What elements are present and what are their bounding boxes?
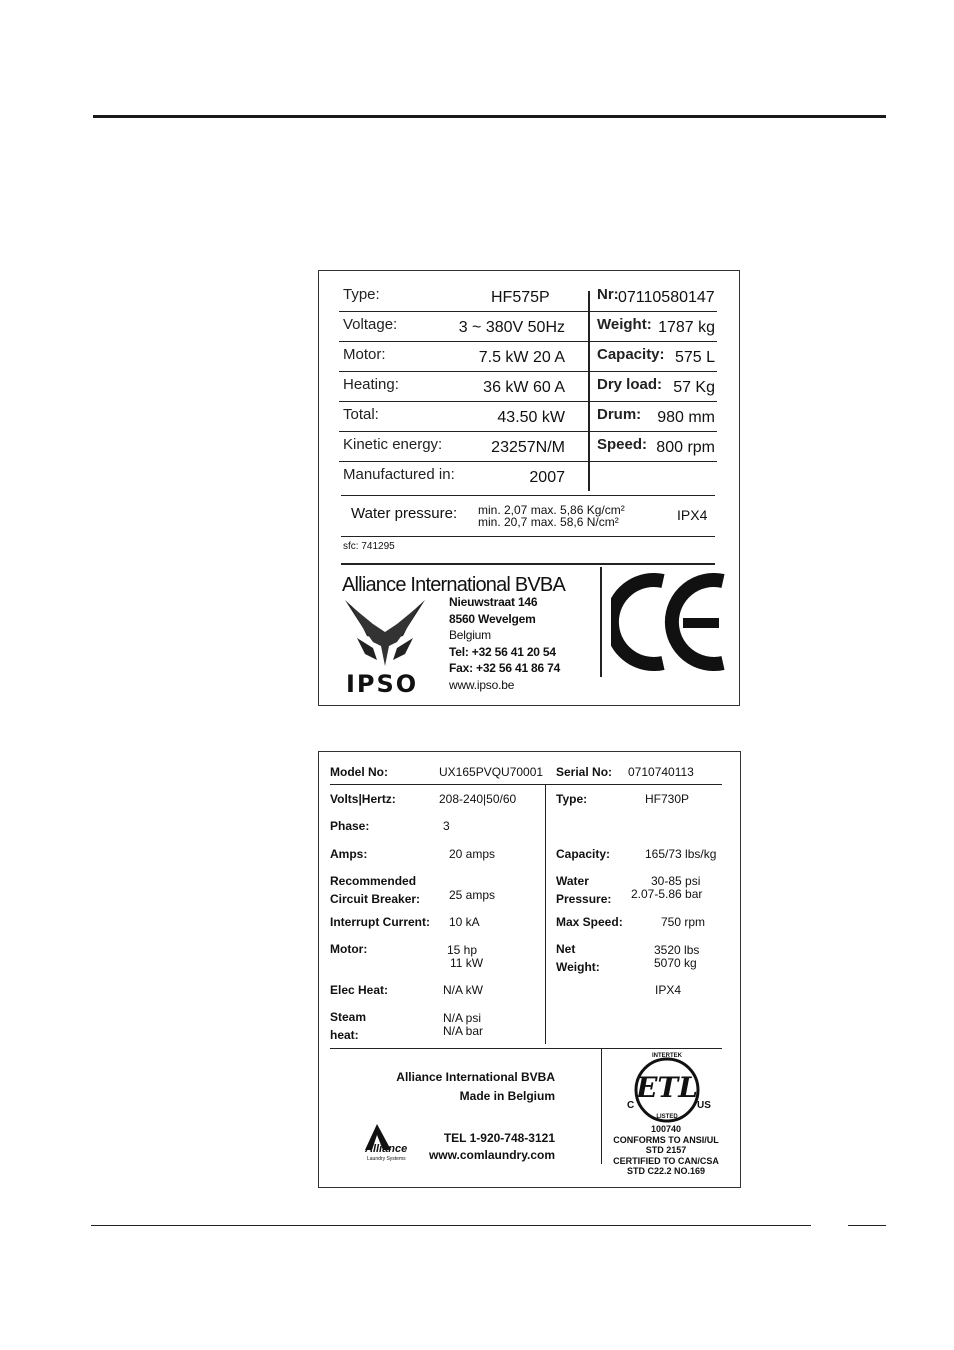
etl-std: STD 2157 [645, 1145, 687, 1156]
water-psi-value: 30-85 psi [651, 874, 701, 888]
dry-load-label: Dry load: [597, 376, 663, 393]
model-value: UX165PVQU70001 [439, 765, 544, 779]
etl-certified: CERTIFIED TO CAN/CSA [613, 1155, 719, 1166]
etl-mark-text: ETL [636, 1071, 698, 1104]
speed-value: 800 rpm [656, 439, 715, 456]
motor-value: 7.5 kW 20 A [478, 349, 565, 366]
company-address [449, 594, 560, 694]
alliance-logo-text: Alliance [365, 1143, 408, 1155]
water-pressure-label: Water pressure: [351, 505, 458, 522]
drum-label: Drum: [597, 406, 642, 423]
address-country: Belgium [449, 628, 491, 643]
serial-label: Serial No: [556, 765, 613, 779]
weight-value: 1787 kg [658, 319, 715, 336]
ipso-logo-text: IPSO [346, 670, 419, 698]
footer-rule-short [848, 1225, 886, 1226]
spec-row-manufactured [339, 463, 717, 492]
header-divider [330, 784, 722, 785]
ipso-rating-plate [318, 270, 740, 706]
footer-divider [330, 1048, 722, 1049]
elec-heat-value: N/A kW [443, 983, 484, 997]
footer-rule [91, 1225, 811, 1226]
volts-value: 208-240|50/60 [439, 792, 517, 806]
motor-label: Motor: [330, 942, 368, 956]
ce-mark-icon [611, 573, 729, 671]
capacity-value: 165/73 lbs/kg [645, 847, 717, 861]
etl-conforms: CONFORMS TO ANSI/UL [613, 1134, 719, 1145]
plate1-divider [341, 563, 715, 565]
spec-row-kinetic [339, 433, 717, 462]
water-pressure-row [341, 495, 715, 537]
capacity-value: 575 L [674, 349, 715, 366]
steam-heat-label: Steam heat: [330, 1010, 367, 1042]
alliance-rating-plate [318, 751, 741, 1188]
steam-bar-value: N/A bar [443, 1024, 484, 1038]
ipx-rating: IPX4 [655, 983, 682, 997]
made-in: Made in Belgium [459, 1089, 555, 1103]
etl-listed: LISTED [656, 1114, 678, 1120]
drum-value: 980 mm [657, 409, 715, 426]
voltage-value: 3 ~ 380V 50Hz [458, 319, 565, 336]
water-pressure-values [478, 504, 625, 528]
water-pressure-line1: min. 2,07 max. 5,86 Kg/cm² [478, 503, 625, 517]
address-fax: Fax: +32 56 41 86 74 [449, 661, 561, 676]
heating-value: 36 kW 60 A [483, 379, 565, 396]
steam-psi-value: N/A psi [443, 1011, 482, 1025]
water-pressure-line2: min. 20,7 max. 58,6 N/cm² [478, 515, 619, 529]
nr-label: Nr: [597, 286, 619, 303]
capacity-label: Capacity: [556, 847, 611, 861]
contact-block [419, 1130, 555, 1164]
tel: TEL 1-920-748-3121 [443, 1131, 555, 1145]
total-value: 43.50 kW [497, 409, 565, 426]
etl-divider [601, 1048, 602, 1164]
weight-lbs-value: 3520 lbs [654, 943, 700, 957]
phase-value: 3 [443, 819, 450, 833]
column-divider [545, 784, 546, 1044]
heating-label: Heating: [343, 376, 399, 393]
nr-value: 07110580147 [618, 289, 715, 306]
max-speed-value: 750 rpm [661, 915, 706, 929]
water-pressure-label: Water Pressure: [556, 874, 612, 906]
sfc-code: sfc: 741295 [343, 541, 395, 552]
model-label: Model No: [330, 765, 388, 779]
weight-label: Weight: [597, 316, 652, 333]
spec-row-type [339, 283, 717, 312]
company-name: Alliance International BVBA [342, 574, 565, 596]
serial-value: 0710740113 [628, 765, 694, 779]
amps-label: Amps: [330, 847, 368, 861]
address-web: www.ipso.be [449, 677, 515, 692]
spec-row-motor [339, 343, 717, 372]
spec-row-voltage [339, 313, 717, 342]
interrupt-label: Interrupt Current: [330, 915, 430, 929]
type-label: Type: [556, 792, 588, 806]
dry-load-value: 57 Kg [673, 379, 715, 396]
motor-hp-value: 15 hp [447, 943, 478, 957]
motor-label: Motor: [343, 346, 386, 363]
ce-divider [600, 567, 602, 677]
ipx-rating: IPX4 [677, 507, 708, 523]
speed-label: Speed: [597, 436, 648, 453]
spec-row-heating [339, 373, 717, 402]
total-label: Total: [343, 406, 379, 423]
manufactured-label: Manufactured in: [343, 466, 455, 483]
website: www.comlaundry.com [428, 1148, 555, 1162]
etl-us: US [697, 1100, 711, 1111]
motor-kw-value: 11 kW [450, 956, 484, 970]
etl-certification [609, 1124, 723, 1177]
capacity-label: Capacity: [597, 346, 665, 363]
interrupt-value: 10 kA [449, 915, 480, 929]
phase-label: Phase: [330, 819, 370, 833]
etl-std-csa: STD C22.2 NO.169 [626, 1166, 706, 1177]
address-city: 8560 Wevelgem [449, 611, 536, 626]
company-name: Alliance International BVBA [396, 1070, 555, 1084]
kinetic-label: Kinetic energy: [343, 436, 443, 453]
etl-c: C [627, 1100, 635, 1111]
alliance-logo-subtext: Laundry Systems [367, 1156, 406, 1162]
manufactured-value: 2007 [529, 469, 565, 486]
address-street: Nieuwstraat 146 [449, 595, 538, 609]
ipso-fox-icon [343, 598, 427, 668]
type-value: HF575P [491, 289, 550, 306]
elec-heat-label: Elec Heat: [330, 983, 389, 997]
max-speed-label: Max Speed: [556, 915, 623, 929]
spec-table [339, 283, 717, 495]
volts-label: Volts|Hertz: [330, 792, 396, 806]
address-tel: Tel: +32 56 41 20 54 [449, 644, 556, 659]
water-bar-value: 2.07-5.86 bar [631, 887, 703, 901]
etl-number: 100740 [650, 1124, 682, 1134]
breaker-label: Recommended Circuit Breaker: [330, 874, 421, 906]
spec-row-total [339, 403, 717, 432]
amps-value: 20 amps [449, 847, 496, 861]
etl-intertek: INTERTEK [652, 1053, 682, 1059]
type-label: Type: [343, 286, 380, 303]
company-block [359, 1068, 555, 1106]
net-weight-label: Net Weight: [556, 942, 600, 974]
weight-kg-value: 5070 kg [654, 956, 697, 970]
header-rule [93, 115, 886, 118]
kinetic-value: 23257N/M [491, 439, 565, 456]
breaker-value: 25 amps [449, 888, 496, 902]
voltage-label: Voltage: [343, 316, 398, 333]
type-value: HF730P [645, 792, 690, 806]
